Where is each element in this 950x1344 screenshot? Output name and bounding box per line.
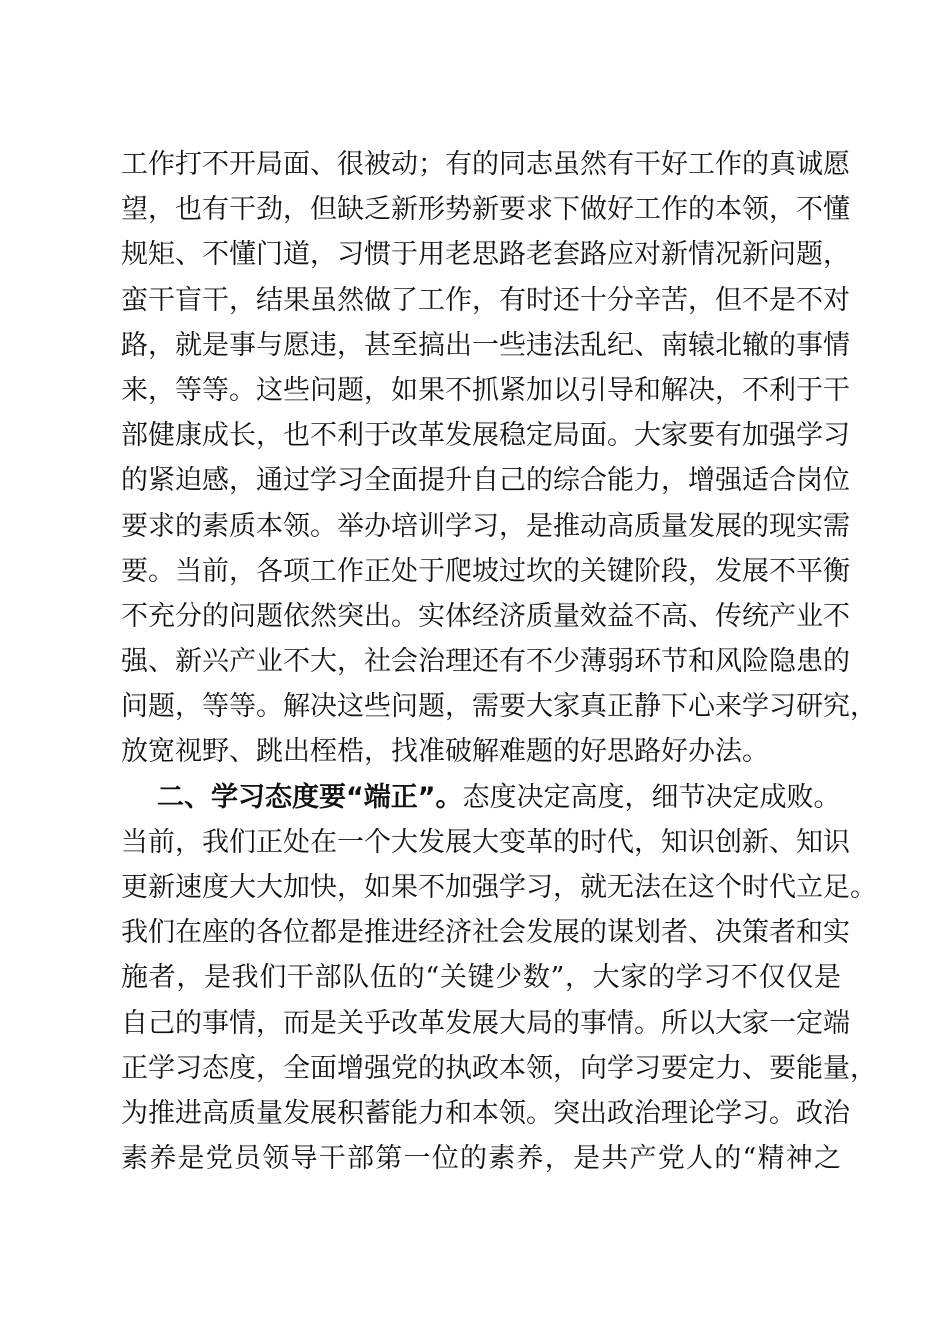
text-line: 更新速度大大加快，如果不加强学习，就无法在这个时代立足。 [121,872,877,903]
text-line: 要。当前，各项工作正处于爬坡过坎的关键阶段，发展不平衡 [121,555,850,587]
text-line: 我们在座的各位都是推进经济社会发展的谋划者、决策者和实 [121,917,850,949]
body-text [121,142,877,1181]
text-line: 问题，等等。解决这些问题，需要大家真正静下心来学习研究， [121,691,877,723]
text-line: 工作打不开局面、很被动；有的同志虽然有干好工作的真诚愿 [121,149,850,180]
text-line: 施者，是我们干部队伍的“关键少数”，大家的学习不仅仅是 [121,962,841,994]
text-line: 自己的事情，而是关乎改革发展大局的事情。所以大家一定端 [121,1007,850,1039]
text-line: 来，等等。这些问题，如果不抓紧加以引导和解决，不利于干 [121,374,850,406]
text-line: 素养是党员领导干部第一位的素养，是共产党人的“精神之 [121,1143,841,1175]
text-line: 不充分的问题依然突出。实体经济质量效益不高、传统产业不 [121,600,850,632]
text-line: 部健康成长，也不利于改革发展稳定局面。大家要有加强学习 [121,420,850,452]
text-line: 为推进高质量发展积蓄能力和本领。突出政治理论学习。政治 [121,1097,850,1129]
text-line: 规矩、不懂门道，习惯于用老思路老套路应对新情况新问题， [121,239,850,271]
section-heading: 二、学习态度要“端正”。 [157,781,463,813]
text-line: 放宽视野、跳出桎梏，找准破解难题的好思路好办法。 [121,736,769,768]
text-line: 正学习态度，全面增强党的执政本领，向学习要定力、要能量， [121,1052,877,1084]
text-line: 蛮干盲干，结果虽然做了工作，有时还十分辛苦，但不是不对 [121,284,850,316]
paragraph-1 [121,142,877,775]
section-2 [121,775,877,1182]
text-line: 当前，我们正处在一个大发展大变革的时代，知识创新、知识 [121,826,850,858]
text-line: 要求的素质本领。举办培训学习，是推动高质量发展的现实需 [121,510,850,542]
text-line: 望，也有干劲，但缺乏新形势新要求下做好工作的本领，不懂 [121,194,850,226]
heading-line-text: 态度决定高度，细节决定成败。 [462,781,841,813]
text-line: 路，就是事与愿违，甚至搞出一些违法乱纪、南辕北辙的事情 [121,329,850,361]
text-line: 的紧迫感，通过学习全面提升自己的综合能力，增强适合岗位 [121,465,850,497]
text-line: 强、新兴产业不大，社会治理还有不少薄弱环节和风险隐患的 [121,646,850,678]
section-heading-line [121,775,841,820]
